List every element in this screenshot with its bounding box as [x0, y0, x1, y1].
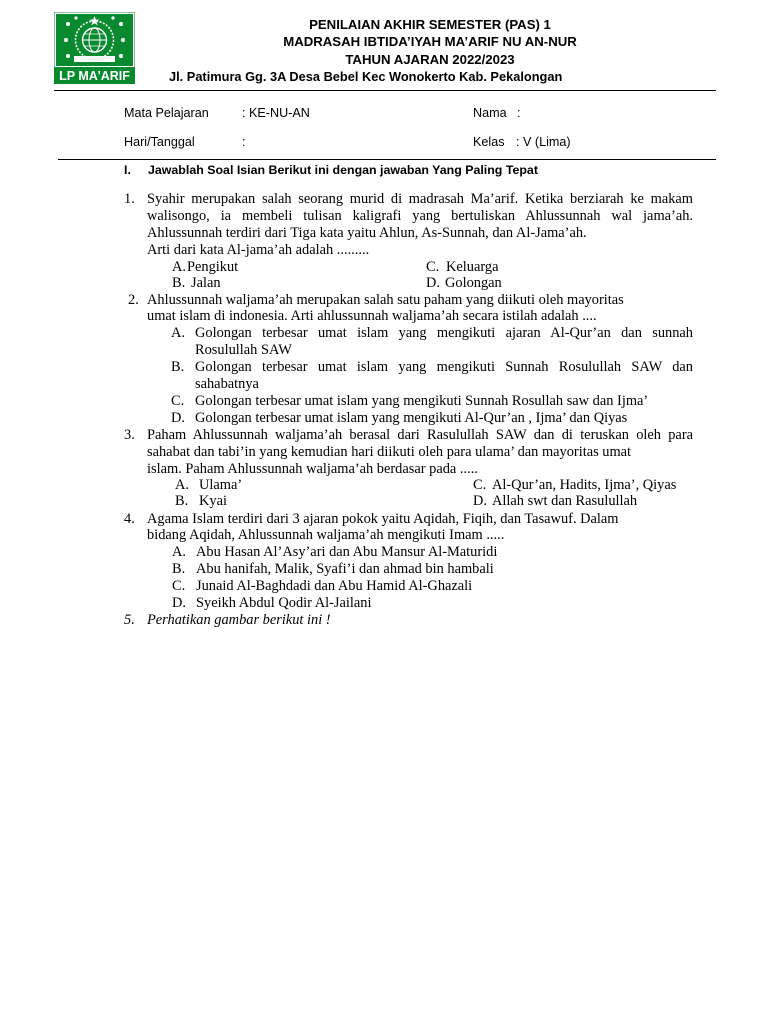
question-number: 1. — [124, 191, 135, 207]
subject-value: : KE-NU-AN — [242, 106, 310, 120]
option-text: Golongan terbesar umat islam yang mengikuti Al-Qur’an , Ijma’ dan Qiyas — [195, 410, 628, 426]
question-3-text: Paham Ahlussunnah waljama’ah berasal dari Rasulullah SAW dan di teruskan oleh para sahabat dan tabi’in yang kemudian hari diikuti oleh para ulama’ dan mayoritas umat — [147, 427, 693, 460]
option-text: Golongan — [445, 275, 502, 291]
option-letter: B. — [171, 359, 185, 375]
option-2a — [171, 325, 693, 358]
option-letter: D. — [426, 275, 440, 291]
option-text: Golongan terbesar umat islam yang mengikuti Sunnah Rosullah saw dan Ijma’ — [195, 393, 649, 409]
question-2-last-line: umat islam di indonesia. Arti ahlussunnah waljama’ah secara istilah adalah .... — [147, 308, 597, 324]
class-value: : V (Lima) — [516, 135, 571, 149]
option-2b — [171, 359, 693, 392]
option-3b — [175, 493, 227, 510]
option-1c — [426, 259, 498, 276]
instruction-text: Jawablah Soal Isian Berikut ini dengan jawaban Yang Paling Tepat — [148, 163, 538, 177]
question-3-last-line: islam. Paham Ahlussunnah waljama’ah berdasar pada ..... — [147, 461, 478, 477]
option-letter: C. — [172, 578, 186, 594]
question-number: 3. — [124, 427, 135, 443]
option-text: Golongan terbesar umat islam yang mengikuti Sunnah Rosulullah SAW dan sahabatnya — [195, 359, 693, 392]
option-1a — [172, 259, 238, 276]
option-letter: C. — [426, 259, 440, 275]
option-letter: D. — [172, 595, 186, 611]
option-text: Al-Qur’an, Hadits, Ijma’, Qiyas — [492, 477, 677, 493]
option-letter: A. — [172, 544, 186, 560]
header-divider — [54, 90, 716, 91]
section-number: I. — [124, 163, 131, 177]
question-number: 4. — [124, 511, 135, 527]
academic-year: TAHUN AJARAN 2022/2023 — [345, 51, 515, 67]
option-letter: B. — [172, 275, 186, 291]
school-address: Jl. Patimura Gg. 3A Desa Bebel Kec Wonokerto Kab. Pekalongan — [169, 69, 563, 85]
option-3a — [175, 477, 242, 494]
option-text: Pengikut — [187, 259, 239, 275]
option-text: Jalan — [191, 275, 221, 291]
question-4-text: Agama Islam terdiri dari 3 ajaran pokok yaitu Aqidah, Fiqih, dan Tasawuf. Dalam — [147, 511, 619, 527]
class-label: Kelas — [473, 135, 505, 149]
school-name: MADRASAH IBTIDA’IYAH MA’ARIF NU AN-NUR — [283, 34, 577, 50]
option-1d — [426, 275, 502, 292]
question-1-body: Syahir merupakan salah seorang murid di madrasah Ma’arif. Ketika berziarah ke makam walisongo, ia membeli tulisan kaligrafi yang bertuliskan Ahlussunnah wal jama’ah. Ahlussunnah terdiri dari Tiga kata yaitu Ahlun, As-Sunnah, dan Al-Jama’ah. — [147, 191, 693, 241]
option-2d — [171, 410, 693, 427]
question-5-text: Perhatikan gambar berikut ini ! — [147, 612, 331, 628]
svg-text:· · · · · ·: · · · · · · — [85, 57, 104, 63]
option-text: Kyai — [199, 493, 227, 509]
option-text: Golongan terbesar umat islam yang mengikuti ajaran Al-Qur’an dan sunnah Rosulullah SAW — [195, 325, 693, 358]
option-text: Syeikh Abdul Qodir Al-Jailani — [196, 595, 372, 611]
question-4-last-line: bidang Aqidah, Ahlussunnah waljama’ah mengikuti Imam ..... — [147, 527, 505, 543]
option-letter: D. — [473, 493, 487, 509]
option-4a — [172, 544, 497, 561]
option-letter: A. — [175, 477, 189, 493]
question-1-text — [147, 191, 693, 242]
option-text: Ulama’ — [199, 477, 243, 493]
option-4b — [172, 561, 494, 578]
lp-maarif-logo — [54, 12, 135, 84]
date-label: Hari/Tanggal — [124, 135, 195, 149]
name-label: Nama — [473, 106, 507, 120]
subject-label: Mata Pelajaran — [124, 106, 209, 120]
option-3d — [473, 493, 637, 510]
info-divider — [58, 159, 716, 160]
exam-title: PENILAIAN AKHIR SEMESTER (PAS) 1 — [309, 17, 551, 32]
option-text: Junaid Al-Baghdadi dan Abu Hamid Al-Ghazali — [196, 578, 473, 594]
option-3c — [473, 477, 676, 494]
name-field: : — [517, 106, 521, 120]
option-letter: C. — [171, 393, 185, 409]
question-2-text: Ahlussunnah waljama’ah merupakan salah satu paham yang diikuti oleh mayoritas — [147, 292, 624, 308]
option-letter: A. — [172, 259, 186, 275]
option-1b — [172, 275, 221, 292]
option-letter: A. — [171, 325, 185, 341]
school-header — [150, 16, 710, 86]
option-letter: B. — [175, 493, 189, 509]
option-letter: B. — [172, 561, 186, 577]
option-4c — [172, 578, 472, 595]
question-1-last-line: Arti dari kata Al-jama’ah adalah ......... — [147, 242, 370, 258]
option-text: Keluarga — [446, 259, 499, 275]
svg-text:LP MA'ARIF: LP MA'ARIF — [59, 69, 130, 83]
question-number: 2. — [128, 292, 139, 308]
section-instruction — [124, 163, 538, 177]
option-letter: C. — [473, 477, 487, 493]
option-text: Allah swt dan Rasulullah — [492, 493, 638, 509]
option-2c — [171, 393, 693, 410]
option-4d — [172, 595, 371, 612]
nu-emblem-icon — [54, 12, 135, 84]
option-letter: D. — [171, 410, 185, 426]
date-field: : — [242, 135, 246, 149]
question-number: 5. — [124, 612, 135, 628]
option-text: Abu Hasan Al’Asy’ari dan Abu Mansur Al-Maturidi — [196, 544, 498, 560]
option-text: Abu hanifah, Malik, Syafi’i dan ahmad bin hambali — [196, 561, 494, 577]
